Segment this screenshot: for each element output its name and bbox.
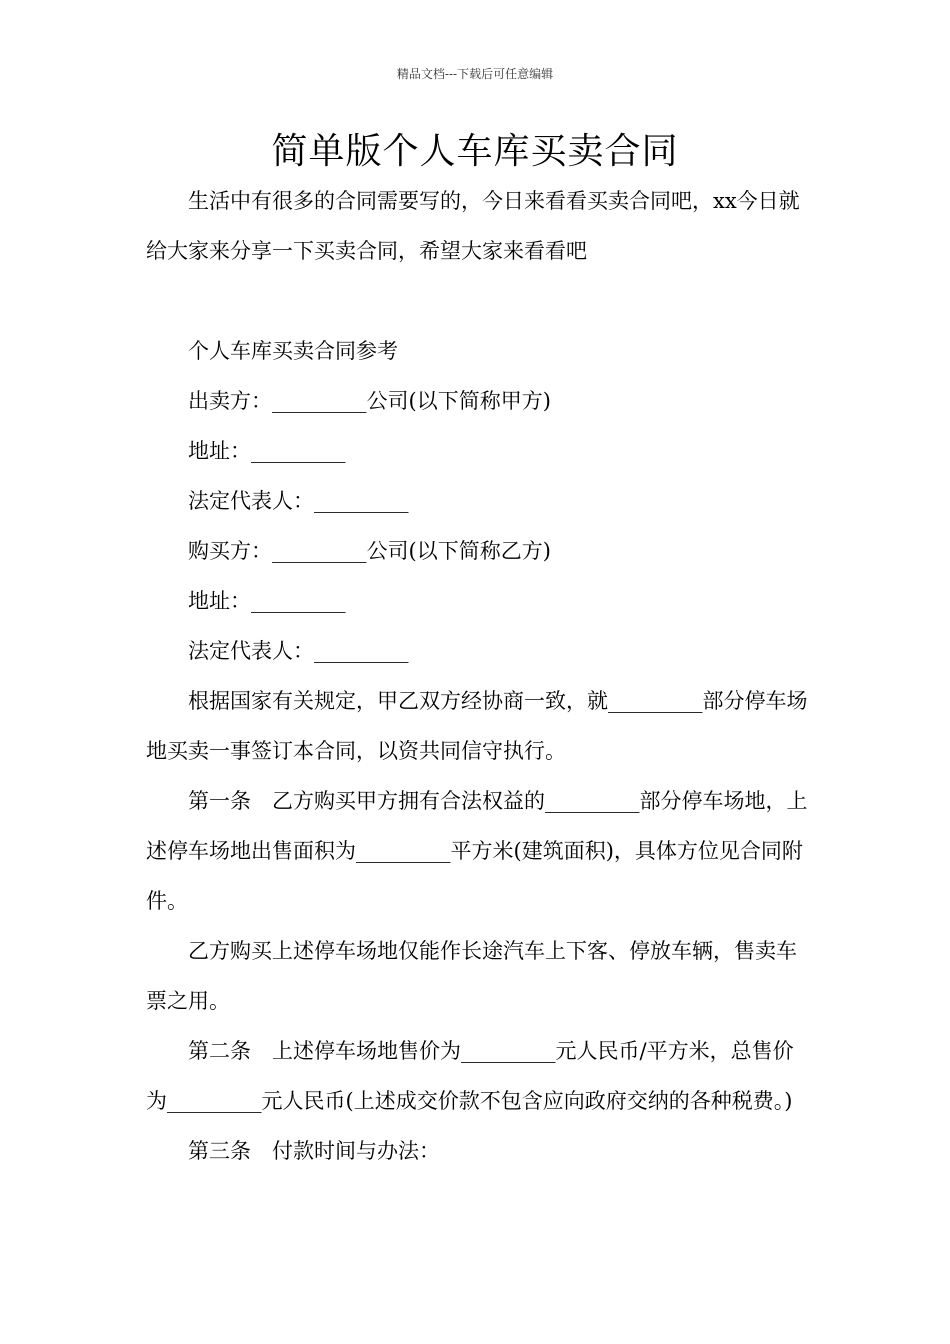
article-3-paragraph: 第三条 付款时间与办法： <box>188 1139 440 1163</box>
seller-representative-line: 法定代表人：_________ <box>188 489 409 513</box>
seller-address-line: 地址：_________ <box>188 439 346 463</box>
page-header: 精品文档---下载后可任意编辑 <box>396 67 554 81</box>
document-title: 简单版个人车库买卖合同 <box>271 131 679 172</box>
buyer-line: 购买方：_________公司(以下简称乙方) <box>188 539 551 563</box>
usage-paragraph: 乙方购买上述停车场地仅能作长途汽车上下客、停放车辆，售卖车票之用。 <box>146 939 797 1013</box>
buyer-address-line: 地址：_________ <box>188 589 346 613</box>
article-1-paragraph: 第一条 乙方购买甲方拥有合法权益的_________部分停车场地，上述停车场地出售面积为_________平方米(建筑面积)，具体方位见合同附件。 <box>146 789 808 913</box>
paragraph-gap <box>146 276 814 326</box>
contract-subtitle: 个人车库买卖合同参考 <box>188 339 398 363</box>
intro-paragraph: 生活中有很多的合同需要写的，今日来看看买卖合同吧，xx今日就给大家来分享一下买卖合同，希望大家来看看吧 <box>146 189 800 263</box>
article-2-paragraph: 第二条 上述停车场地售价为_________元人民币/平方米，总售价为_________元人民币(上述成交价款不包含应向政府交纳的各种税费。) <box>146 1039 794 1113</box>
preamble-paragraph: 根据国家有关规定，甲乙双方经协商一致，就_________部分停车场地买卖一事签订本合同，以资共同信守执行。 <box>146 689 808 763</box>
buyer-representative-line: 法定代表人：_________ <box>188 639 409 663</box>
seller-line: 出卖方：_________公司(以下简称甲方) <box>188 389 551 413</box>
document-body <box>146 176 814 1176</box>
